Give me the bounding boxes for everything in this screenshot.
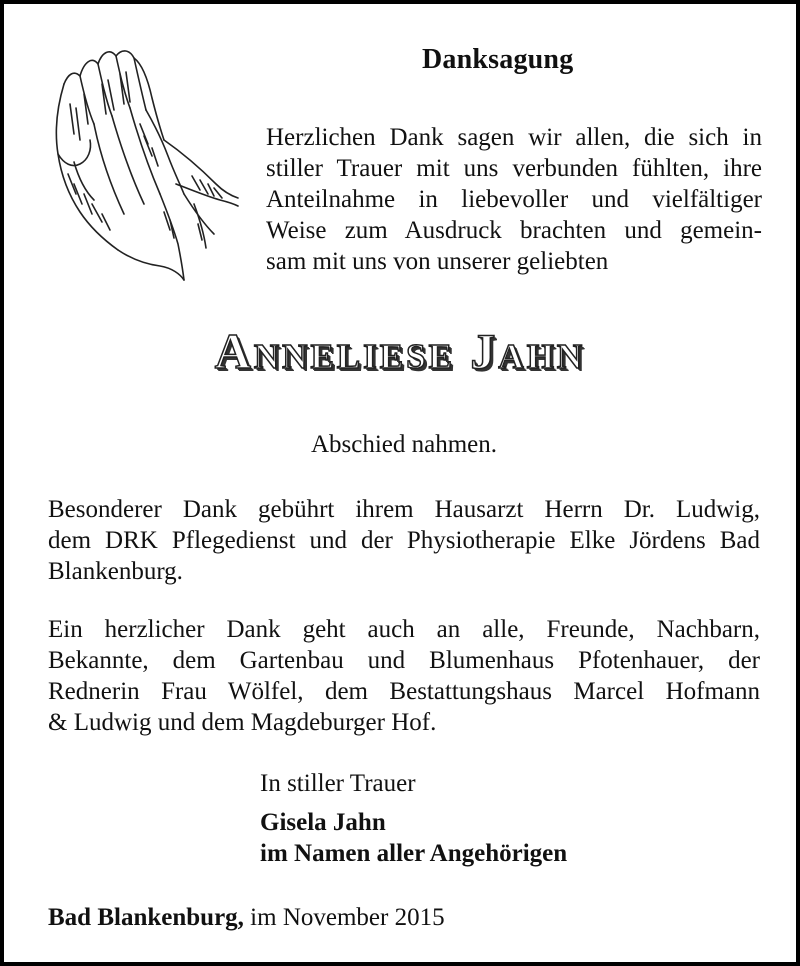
notice-heading: Danksagung [422, 44, 574, 75]
paragraph-line: Bekannte, dem Gartenbau und Blumenhaus Pfotenhauer, der [48, 647, 760, 674]
intro-line: Herzlichen Dank sagen wir allen, die sich in [266, 124, 762, 151]
intro-line: stiller Trauer mit uns verbunden fühlten, ihre [266, 155, 762, 182]
paragraph-line: Besonderer Dank gebührt ihrem Hausarzt Herrn Dr. Ludwig, [48, 496, 760, 523]
paragraph-line: Ein herzlicher Dank geht auch an alle, Freunde, Nachbarn, [48, 616, 760, 643]
signatory-name: Gisela Jahn [260, 809, 386, 836]
praying-hands-icon [44, 44, 239, 284]
special-thanks-paragraph [48, 494, 760, 587]
intro-line: Anteilnahme in liebevoller und vielfältiger [266, 186, 762, 213]
paragraph-line: Blankenburg. [48, 558, 183, 585]
place: Bad Blankenburg, [48, 904, 244, 931]
intro-line: Weise zum Ausdruck brachten und gemein- [266, 217, 762, 244]
deceased-name: Anneliese Jahn [214, 323, 586, 379]
signatory-family: im Namen aller Angehörigen [260, 840, 568, 867]
general-thanks-paragraph [48, 614, 760, 738]
intro-text [266, 122, 762, 277]
place-date-line [48, 904, 445, 932]
date: im November 2015 [250, 904, 445, 931]
paragraph-line: dem DRK Pflegedienst und der Physiotherapie Elke Jördens Bad [48, 527, 760, 554]
intro-line: sam mit uns von unserer geliebten [266, 248, 609, 275]
paragraph-line: Rednerin Frau Wölfel, dem Bestattungshaus Marcel Hofmann [48, 678, 760, 705]
farewell-text: Abschied nahmen. [310, 431, 498, 458]
paragraph-line: & Ludwig und dem Magdeburger Hof. [48, 709, 437, 736]
mourning-line: In stiller Trauer [260, 770, 416, 797]
